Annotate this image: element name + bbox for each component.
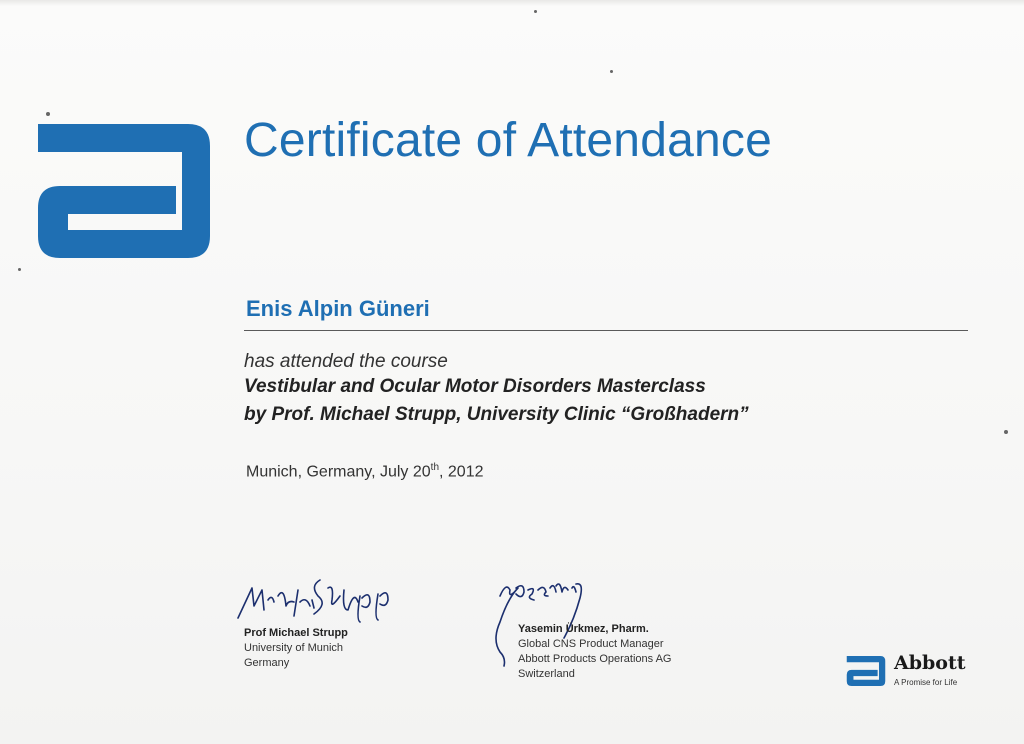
brand-name: Abbott	[894, 652, 966, 674]
signatory-role: Global CNS Product Manager	[518, 638, 664, 650]
signatory-urkmez	[518, 622, 671, 682]
scan-speck	[610, 70, 613, 73]
abbott-logo-small-icon	[846, 656, 886, 686]
signatory-strupp	[244, 626, 348, 671]
date-suffix: , 2012	[439, 463, 484, 481]
signatory-country: Switzerland	[518, 668, 575, 680]
date-prefix: Munich, Germany, July 20	[246, 463, 431, 481]
scan-speck	[18, 268, 21, 271]
brand-tagline: A Promise for Life	[894, 678, 958, 687]
course-title-line-1: Vestibular and Ocular Motor Disorders Masterclass	[244, 376, 706, 397]
signature-strupp-image	[228, 566, 428, 626]
signatory-company: Abbott Products Operations AG	[518, 653, 672, 665]
abbott-logo-large-icon	[38, 124, 210, 258]
date-superscript: th	[430, 462, 440, 473]
signatory-name: Yasemin Ürkmez, Pharm.	[518, 623, 649, 635]
date-place-line	[246, 462, 484, 481]
course-title-line-2: by Prof. Michael Strupp, University Clinic “Großhadern”	[244, 404, 749, 425]
name-underline	[244, 330, 968, 331]
signatory-country: Germany	[244, 657, 290, 669]
scan-speck	[46, 112, 50, 116]
certificate-title: Certificate of Attendance	[244, 114, 772, 167]
scan-speck	[534, 10, 537, 13]
scan-speck	[1004, 430, 1008, 434]
signatory-name: Prof Michael Strupp	[244, 627, 348, 639]
attended-text: has attended the course	[244, 351, 448, 372]
recipient-name: Enis Alpin Güneri	[246, 296, 430, 321]
paper-edge	[0, 0, 1024, 6]
signatory-affiliation: University of Munich	[244, 642, 344, 654]
